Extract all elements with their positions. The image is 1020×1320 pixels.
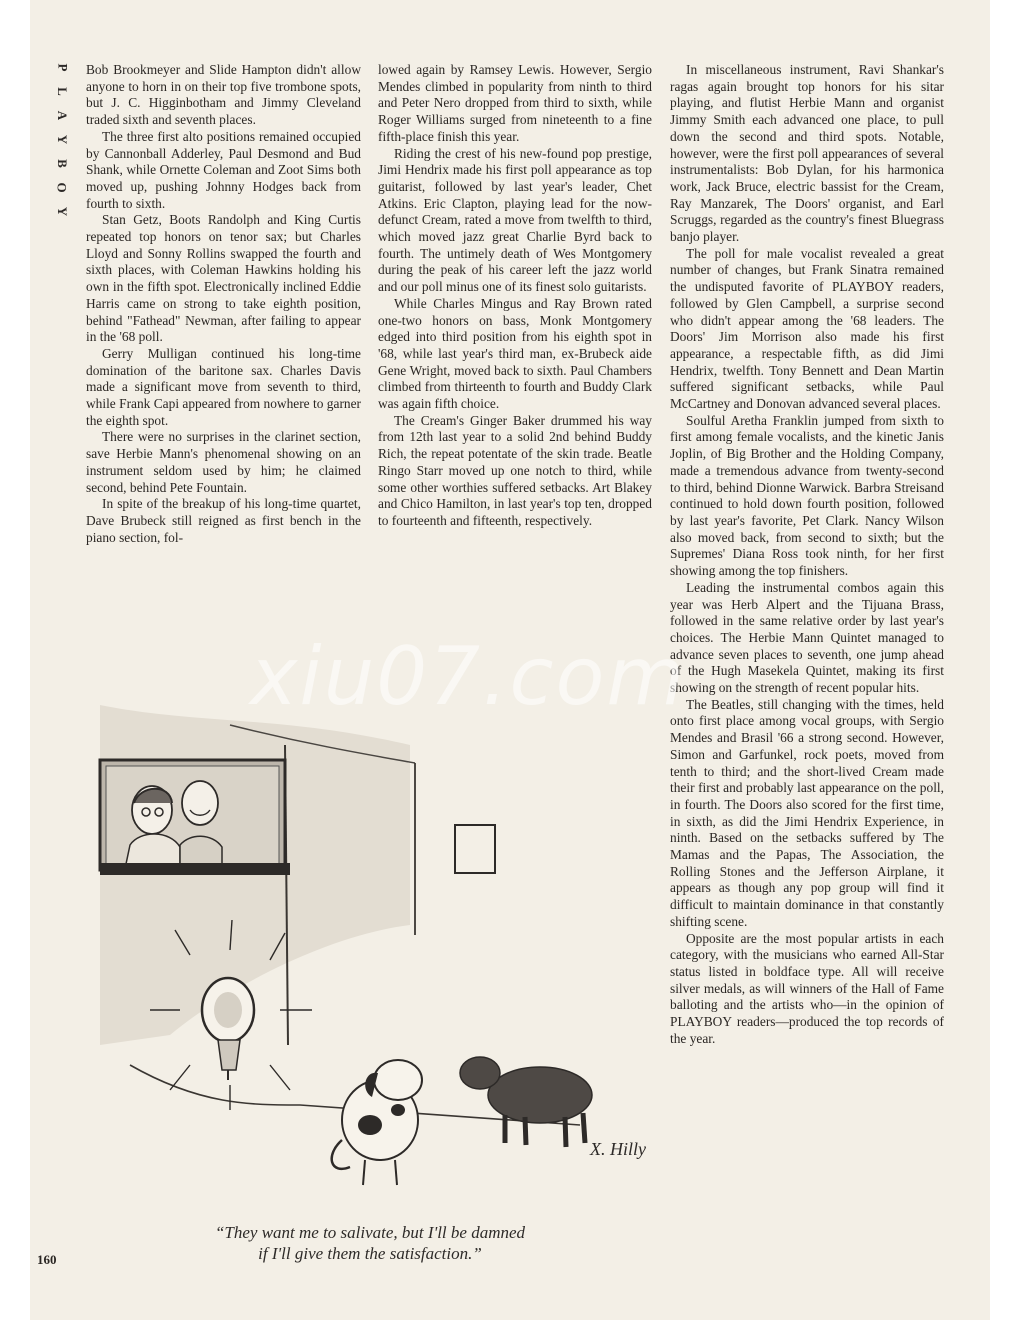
logo-letter: L — [54, 87, 70, 97]
logo-letter: O — [55, 182, 70, 194]
article-paragraph: Soulful Aretha Franklin jumped from sixth to first among female vocalists, and the kinetic Janis Joplin, of Big Brother and the Holding Company, made a tremendous advance from twenty-second to third, behind Dionne Warwick. Barbra Streisand continued to hold down fourth position, followed by last year's favorite, Pet Clark. Nancy Wilson also moved back, from second to sixth; but the Supremes' Diana Ross took ninth, for her first showing among the top finishers. — [670, 412, 944, 579]
article-paragraph: While Charles Mingus and Ray Brown rated one-two honors on bass, Monk Montgomery edged into third position from his eighth spot in '68, while last year's third man, ex-Brubeck aide Gene Wright, moved back to sixth. Paul Chambers climbed from thirteenth to fourth and Buddy Clark was again fifth choice. — [378, 295, 652, 412]
second-scientist-body — [180, 836, 222, 864]
article-column-1 — [86, 62, 361, 546]
playboy-side-logo — [48, 60, 76, 220]
window-sill — [100, 863, 290, 875]
cartoon-signature: X. Hilly — [590, 1139, 646, 1159]
second-scientist-head — [182, 781, 218, 825]
article-column-3 — [670, 62, 944, 1047]
article-paragraph: The poll for male vocalist revealed a great number of changes, but Frank Sinatra remained the undisputed favorite of PLAYBOY readers, followed by Glen Campbell, a surprise second who didn't appear among the '68 leaders. The Doors' Jim Morrison also made his first appearance, a respectable fifth, as did Jimi Hendrix, twelfth. Tony Bennett and Dean Martin suffered significant setbacks, while Paul McCartney and Donovan advanced several places. — [670, 245, 944, 412]
dark-dog — [460, 1057, 592, 1147]
caption-line: if I'll give them the satisfaction.” — [258, 1244, 482, 1263]
article-paragraph: In miscellaneous instrument, Ravi Shankar's ragas again brought top honors for his sitar playing, and flutist Herbie Mann and organist Jimmy Smith each advanced one place, to pull down the second and third spots. Notable, however, were the first poll appearances of several instrumentalists: Bob Dylan, for his harmonica work, Jack Bruce, electric bassist for the Cream, Ray Manzarek, The Doors' organist, and Earl Scruggs, regarded as the country's finest Bluegrass banjo player. — [670, 62, 944, 245]
page-number: 160 — [37, 1252, 57, 1267]
logo-letter: A — [54, 110, 70, 122]
logo-letter: B — [54, 159, 70, 169]
site-watermark: xiu07.com — [250, 630, 687, 723]
logo-letter: P — [54, 63, 70, 73]
article-paragraph: The three first alto positions remained occupied by Cannonball Adderley, Paul Desmond and Bud Shank, while Ornette Coleman and Zoot Sims both moved up, pushing Johnny Hodges back from fourth to sixth. — [86, 128, 361, 211]
article-paragraph: There were no surprises in the clarinet section, save Herbie Mann's phenomenal showing on an instrument seldom used by him; he claimed second, behind Pete Fountain. — [86, 429, 361, 495]
spotted-dog — [332, 1060, 422, 1185]
cartoon-caption — [160, 1222, 580, 1264]
article-paragraph: Leading the instrumental combos again this year was Herb Alpert and the Tijuana Brass, followed in the same relative order by last year's choices. The Herbie Mann Quintet managed to advance seven places to seventh, one jump ahead of the Hugh Masekela Quintet, making its first showing on the strength of recent popular hits. — [670, 579, 944, 696]
article-paragraph: The Beatles, still changing with the times, held onto first place among vocal groups, with Sergio Mendes and Brasil '66 a strong second. However, Simon and Garfunkel, rock poets, moved from tenth to third; and the short-lived Cream made their first and probably last appearance on the poll, in fourth. The Doors also scored for the first time, in sixth, as did the Jimi Hendrix Experience, in ninth. Based on the setbacks suffered by The Mamas and the Papas, The Association, the Rolling Stones and the Jefferson Airplane, it appears as though any pop group will find it difficult to maintain dominance in that constantly shifting scene. — [670, 696, 944, 929]
article-paragraph: lowed again by Ramsey Lewis. However, Sergio Mendes climbed in popularity from ninth to third and Peter Nero dropped from third to sixth, while Roger Williams surged from nineteenth to a fine fifth-place finish this year. — [378, 62, 652, 144]
article-paragraph: Riding the crest of his new-found pop prestige, Jimi Hendrix made his first poll appearance as top guitarist, followed by last year's leader, Chet Atkins. Eric Clapton, playing lead for the now-defunct Cream, rated a move from twelfth to third, which moved jazz great Charlie Byrd back to fourth. The untimely death of Wes Montgomery during the peak of his career left the jazz world and our poll minus one of its finest solo guitarists. — [378, 145, 652, 295]
article-paragraph: Opposite are the most popular artists in each category, with the musicians who earned All-Star status listed in boldface type. All will receive silver medals, as will winners of the Hall of Fame balloting and the artists who—in the opinion of PLAYBOY readers—produced the top records of the year. — [670, 930, 944, 1046]
wall-frame — [455, 825, 495, 873]
caption-line: “They want me to salivate, but I'll be damned — [214, 1223, 526, 1242]
article-paragraph: In spite of the breakup of his long-time quartet, Dave Brubeck still reigned as first bench in the piano section, fol- — [86, 496, 361, 545]
bell-lamp — [202, 978, 254, 1080]
cartoon-drawing — [80, 685, 670, 1215]
logo-letter: Y — [54, 206, 70, 218]
logo-letter: Y — [54, 134, 70, 146]
article-column-2 — [378, 62, 652, 530]
article-paragraph: The Cream's Ginger Baker drummed his way from 12th last year to a solid 2nd behind Buddy Rich, the repeat potentate of the skin trade. Beatle Ringo Starr moved up one notch to third, while some other worthies suffered setbacks. Art Blakey and Chico Hamilton, in last year's top ten, dropped to fourteenth and fifteenth, respectively. — [378, 412, 652, 528]
article-paragraph: Bob Brookmeyer and Slide Hampton didn't allow anyone to horn in on their top five trombone spots, but J. C. Higginbotham and Jimmy Cleveland traded sixth and seventh places. — [86, 62, 361, 128]
article-paragraph: Stan Getz, Boots Randolph and King Curtis repeated top honors on tenor sax; but Charles Lloyd and Sonny Rollins swapped the fourth and sixth places, with Coleman Hawkins holding his own in the fifth spot. Electronically inclined Eddie Harris came on strong to take eighth position, behind "Fathead" Newman, after failing to appear in the '68 poll. — [86, 212, 361, 345]
cartoon-illustration — [80, 685, 670, 1215]
article-paragraph: Gerry Mulligan continued his long-time domination of the baritone sax. Charles Davis made a significant move from seventh to third, while Frank Capi appeared from nowhere to garner the eighth spot. — [86, 345, 361, 428]
